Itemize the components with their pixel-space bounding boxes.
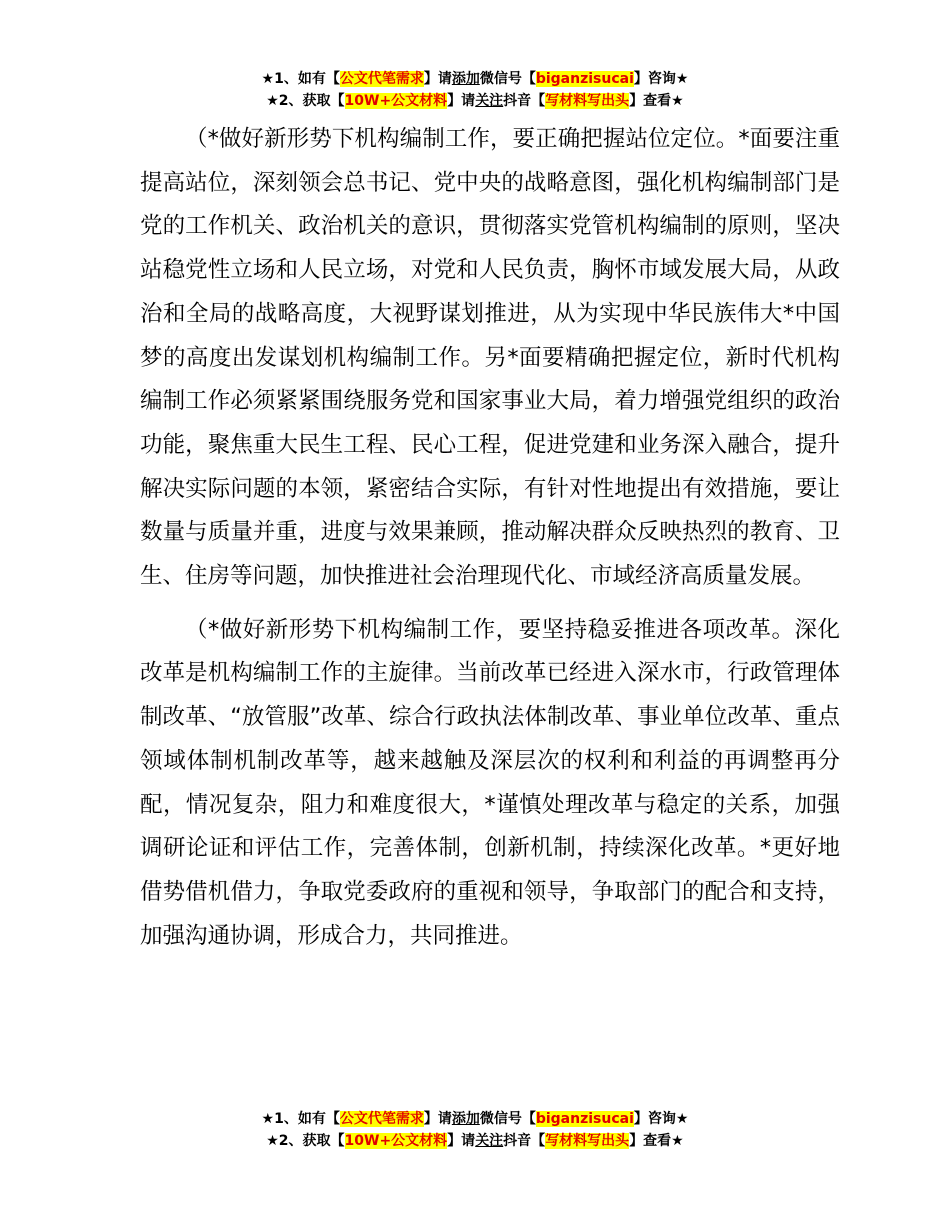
footer-line-1-wechat-label: 微信号【 xyxy=(479,1111,536,1127)
add-underline-text: 添加 xyxy=(451,1111,480,1127)
footer-line-2-suffix: 】查看★ xyxy=(629,1133,684,1149)
footer-line-2-douyin-label: 抖音【 xyxy=(503,1133,546,1149)
document-body xyxy=(140,118,840,958)
follow-underline-text: 关注 xyxy=(475,93,504,109)
footer-banner xyxy=(0,1108,950,1152)
add-underline-text: 添加 xyxy=(451,71,480,87)
header-line-2 xyxy=(0,90,950,112)
paragraph-positioning: （*做好新形势下机构编制工作，要正确把握站位定位。*面要注重提高站位，深刻领会总书记、党中央的战略意图，强化机构编制部门是党的工作机关、政治机关的意识，贯彻落实党管机构编制的原则，坚决站稳党性立场和人民立场，对党和人民负责，胸怀市域发展大局，从政治和全局的战略高度，大视野谋划推进，从为实现中华民族伟大*中国梦的高度出发谋划机构编制工作。另*面要精确把握定位，新时代机构编制工作必须紧紧围绕服务党和国家事业大局，着力增强党组织的政治功能，聚焦重大民生工程、民心工程，促进党建和业务深入融合，提升解决实际问题的本领，紧密结合实际，有针对性地提出有效措施，要让数量与质量并重，进度与效果兼顾，推动解决群众反映热烈的教育、卫生、住房等问题，加快推进社会治理现代化、市域经济高质量发展。 xyxy=(140,126,840,590)
header-line-2-text: 】请 xyxy=(447,93,476,109)
header-banner xyxy=(0,68,950,112)
footer-line-1-suffix: 】咨询★ xyxy=(633,1111,689,1127)
footer-line-2-prefix: ★2、获取【 xyxy=(266,1133,345,1149)
footer-line-2 xyxy=(0,1130,950,1152)
footer-line-1-prefix: ★1、如有【 xyxy=(261,1111,340,1127)
header-line-2-suffix: 】查看★ xyxy=(629,93,684,109)
ghostwriting-service-highlight: 公文代笔需求 xyxy=(339,71,424,87)
materials-highlight: 10W+公文材料 xyxy=(344,1133,448,1149)
header-line-1-suffix: 】咨询★ xyxy=(633,71,689,87)
douyin-account-highlight: 写材料写出头 xyxy=(545,93,630,109)
header-line-1-prefix: ★1、如有【 xyxy=(261,71,340,87)
footer-line-2-text: 】请 xyxy=(447,1133,476,1149)
materials-highlight: 10W+公文材料 xyxy=(344,93,448,109)
footer-line-1 xyxy=(0,1108,950,1130)
ghostwriting-service-highlight: 公文代笔需求 xyxy=(339,1111,424,1127)
wechat-id-highlight: biganzisucai xyxy=(535,1111,634,1127)
header-line-2-prefix: ★2、获取【 xyxy=(266,93,345,109)
douyin-account-highlight: 写材料写出头 xyxy=(545,1133,630,1149)
wechat-id-highlight: biganzisucai xyxy=(535,71,634,87)
paragraph-reform: （*做好新形势下机构编制工作，要坚持稳妥推进各项改革。深化改革是机构编制工作的主旋律。当前改革已经进入深水市，行政管理体制改革、“放管服”改革、综合行政执法体制改革、事业单位改革、重点领域体制机制改革等，越来越触及深层次的权利和利益的再调整再分配，情况复杂，阻力和难度很大，*谨慎处理改革与稳定的关系，加强调研论证和评估工作，完善体制，创新机制，持续深化改革。*更好地借势借机借力，争取党委政府的重视和领导，争取部门的配合和支持，加强沟通协调，形成合力，共同推进。 xyxy=(140,616,840,949)
header-line-1-wechat-label: 微信号【 xyxy=(479,71,536,87)
header-line-2-douyin-label: 抖音【 xyxy=(503,93,546,109)
follow-underline-text: 关注 xyxy=(475,1133,504,1149)
header-line-1 xyxy=(0,68,950,90)
footer-line-1-text: 】请 xyxy=(423,1111,452,1127)
header-line-1-text: 】请 xyxy=(423,71,452,87)
